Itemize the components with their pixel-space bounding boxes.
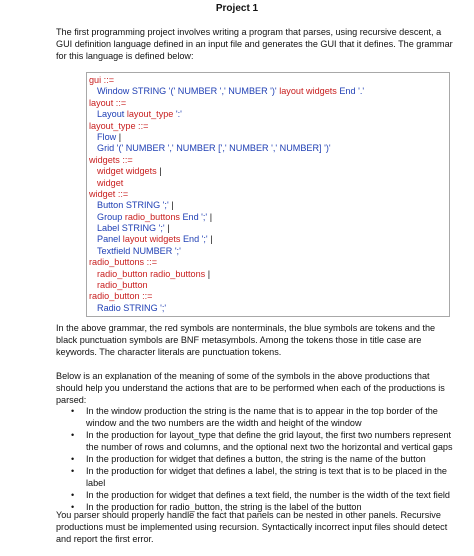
nonterminal-symbol: layout widgets: [122, 234, 181, 245]
grammar-production: [89, 200, 449, 211]
grammar-production: [89, 280, 449, 291]
nonterminal-symbol: widget widgets: [97, 166, 160, 177]
bnf-metasymbol: |: [207, 268, 211, 279]
bnf-metasymbol: |: [209, 211, 213, 222]
grammar-production: [89, 223, 449, 234]
requirements-paragraph: You parser should properly handle the fact that panels can be nested in other panels. Recursive productions must be implemented using recursion. Syntactically incorrect input files should detect and report the first error.: [56, 510, 448, 544]
grammar-production: [89, 166, 449, 177]
bullet-item: [56, 405, 461, 429]
token-symbol: Textfield NUMBER ';': [97, 245, 181, 256]
bnf-metasymbol: |: [118, 131, 122, 142]
grammar-rule-head: [89, 257, 449, 268]
nonterminal-symbol: layout widgets: [279, 86, 337, 97]
grammar-production: [89, 86, 449, 97]
bullet-item: [56, 465, 461, 489]
nonterminal-symbol: radio_buttons ::=: [89, 257, 157, 268]
bullet-text: In the production for layout_type that define the grid layout, the first two numbers represent the number of rows and columns, and the optional next two the horizontal and vertical gaps: [86, 430, 453, 452]
bnf-metasymbol: |: [210, 234, 213, 245]
grammar-production: [89, 132, 449, 143]
token-symbol: Button STRING ';': [97, 200, 172, 211]
bnf-metasymbol: |: [167, 223, 170, 234]
grammar-rule-head: [89, 98, 449, 109]
grammar-rule-head: [89, 189, 449, 200]
bullet-dot-icon: •: [71, 502, 75, 512]
token-symbol: Label STRING ';': [97, 223, 168, 234]
token-symbol: End ';': [180, 234, 211, 245]
token-symbol: End '.': [336, 86, 365, 97]
symbols-explanation-paragraph: Below is an explanation of the meaning of some of the symbols in the above productions that should help you understand the actions that are to be performed when each of the productions is parsed:: [56, 371, 445, 405]
token-symbol: ':': [173, 109, 182, 120]
bullet-dot-icon: •: [71, 406, 75, 416]
bullet-text: In the production for widget that defines a button, the string is the name of the button: [86, 454, 426, 464]
token-symbol: Layout: [97, 109, 127, 120]
nonterminal-symbol: radio_button: [97, 280, 148, 291]
token-symbol: End ';': [179, 211, 210, 222]
nonterminal-symbol: radio_button ::=: [89, 291, 153, 302]
nonterminal-symbol: radio_button radio_buttons: [97, 268, 208, 279]
grammar-production: [89, 303, 449, 314]
nonterminal-symbol: layout_type ::=: [89, 120, 149, 131]
nonterminal-symbol: widget ::=: [89, 188, 129, 199]
bnf-metasymbol: |: [159, 166, 162, 177]
grammar-explanation-paragraph: In the above grammar, the red symbols are nonterminals, the blue symbols are tokens and the black punctuation symbols are BNF metasymbols. Among the tokens those in title case are keywords. The character literals are punctuation tokens.: [56, 323, 436, 357]
nonterminal-symbol: widget: [97, 177, 124, 188]
bullet-item: [56, 489, 461, 501]
grammar-production: [89, 246, 449, 257]
grammar-production: [89, 109, 449, 120]
grammar-rule-head: [89, 155, 449, 166]
token-symbol: Flow: [97, 131, 119, 142]
grammar-box: [86, 72, 450, 317]
bullet-dot-icon: •: [71, 454, 75, 464]
nonterminal-symbol: layout_type: [126, 109, 174, 120]
grammar-production: [89, 269, 449, 280]
bullet-dot-icon: •: [71, 466, 75, 476]
intro-paragraph: The first programming project involves writing a program that parses, using recursive descent, a GUI definition language defined in an input file and generates the GUI that it defines. The grammar for this language is defined below:: [56, 27, 453, 61]
grammar-rule-head: [89, 291, 449, 302]
grammar-rule-head: [89, 121, 449, 132]
bullet-text: In the production for widget that defines a label, the string is text that is to be placed in the label: [86, 466, 447, 488]
bullet-item: [56, 453, 461, 465]
grammar-production: [89, 212, 449, 223]
page-title: Project 1: [215, 3, 259, 14]
token-symbol: Radio STRING ';': [97, 302, 167, 313]
nonterminal-symbol: radio_buttons: [124, 211, 180, 222]
grammar-rule-head: [89, 75, 449, 86]
bullet-dot-icon: •: [71, 490, 75, 500]
bullet-text: In the production for radio_button, the string is the label of the button: [86, 502, 362, 512]
nonterminal-symbol: gui ::=: [89, 75, 115, 85]
token-symbol: Panel: [97, 234, 123, 245]
nonterminal-symbol: widgets ::=: [89, 154, 133, 165]
grammar-production: [89, 234, 449, 245]
bullet-item: [56, 429, 461, 453]
grammar-production: [89, 178, 449, 189]
grammar-production: [89, 143, 449, 154]
bullet-dot-icon: •: [71, 430, 75, 440]
token-symbol: Window STRING '(' NUMBER ',' NUMBER ')': [97, 86, 280, 97]
token-symbol: Group: [97, 211, 125, 222]
explanation-bullet-list: [56, 405, 461, 513]
bnf-metasymbol: |: [171, 200, 174, 211]
bullet-text: In the window production the string is the name that is to appear in the top border of the window and the two numbers are the width and height of the window: [86, 406, 438, 428]
nonterminal-symbol: layout ::=: [89, 97, 127, 108]
token-symbol: Grid '(' NUMBER ',' NUMBER [',' NUMBER ',' NUMBER] ')': [97, 143, 331, 154]
bullet-text: In the production for widget that defines a text field, the number is the width of the text field: [86, 490, 450, 500]
